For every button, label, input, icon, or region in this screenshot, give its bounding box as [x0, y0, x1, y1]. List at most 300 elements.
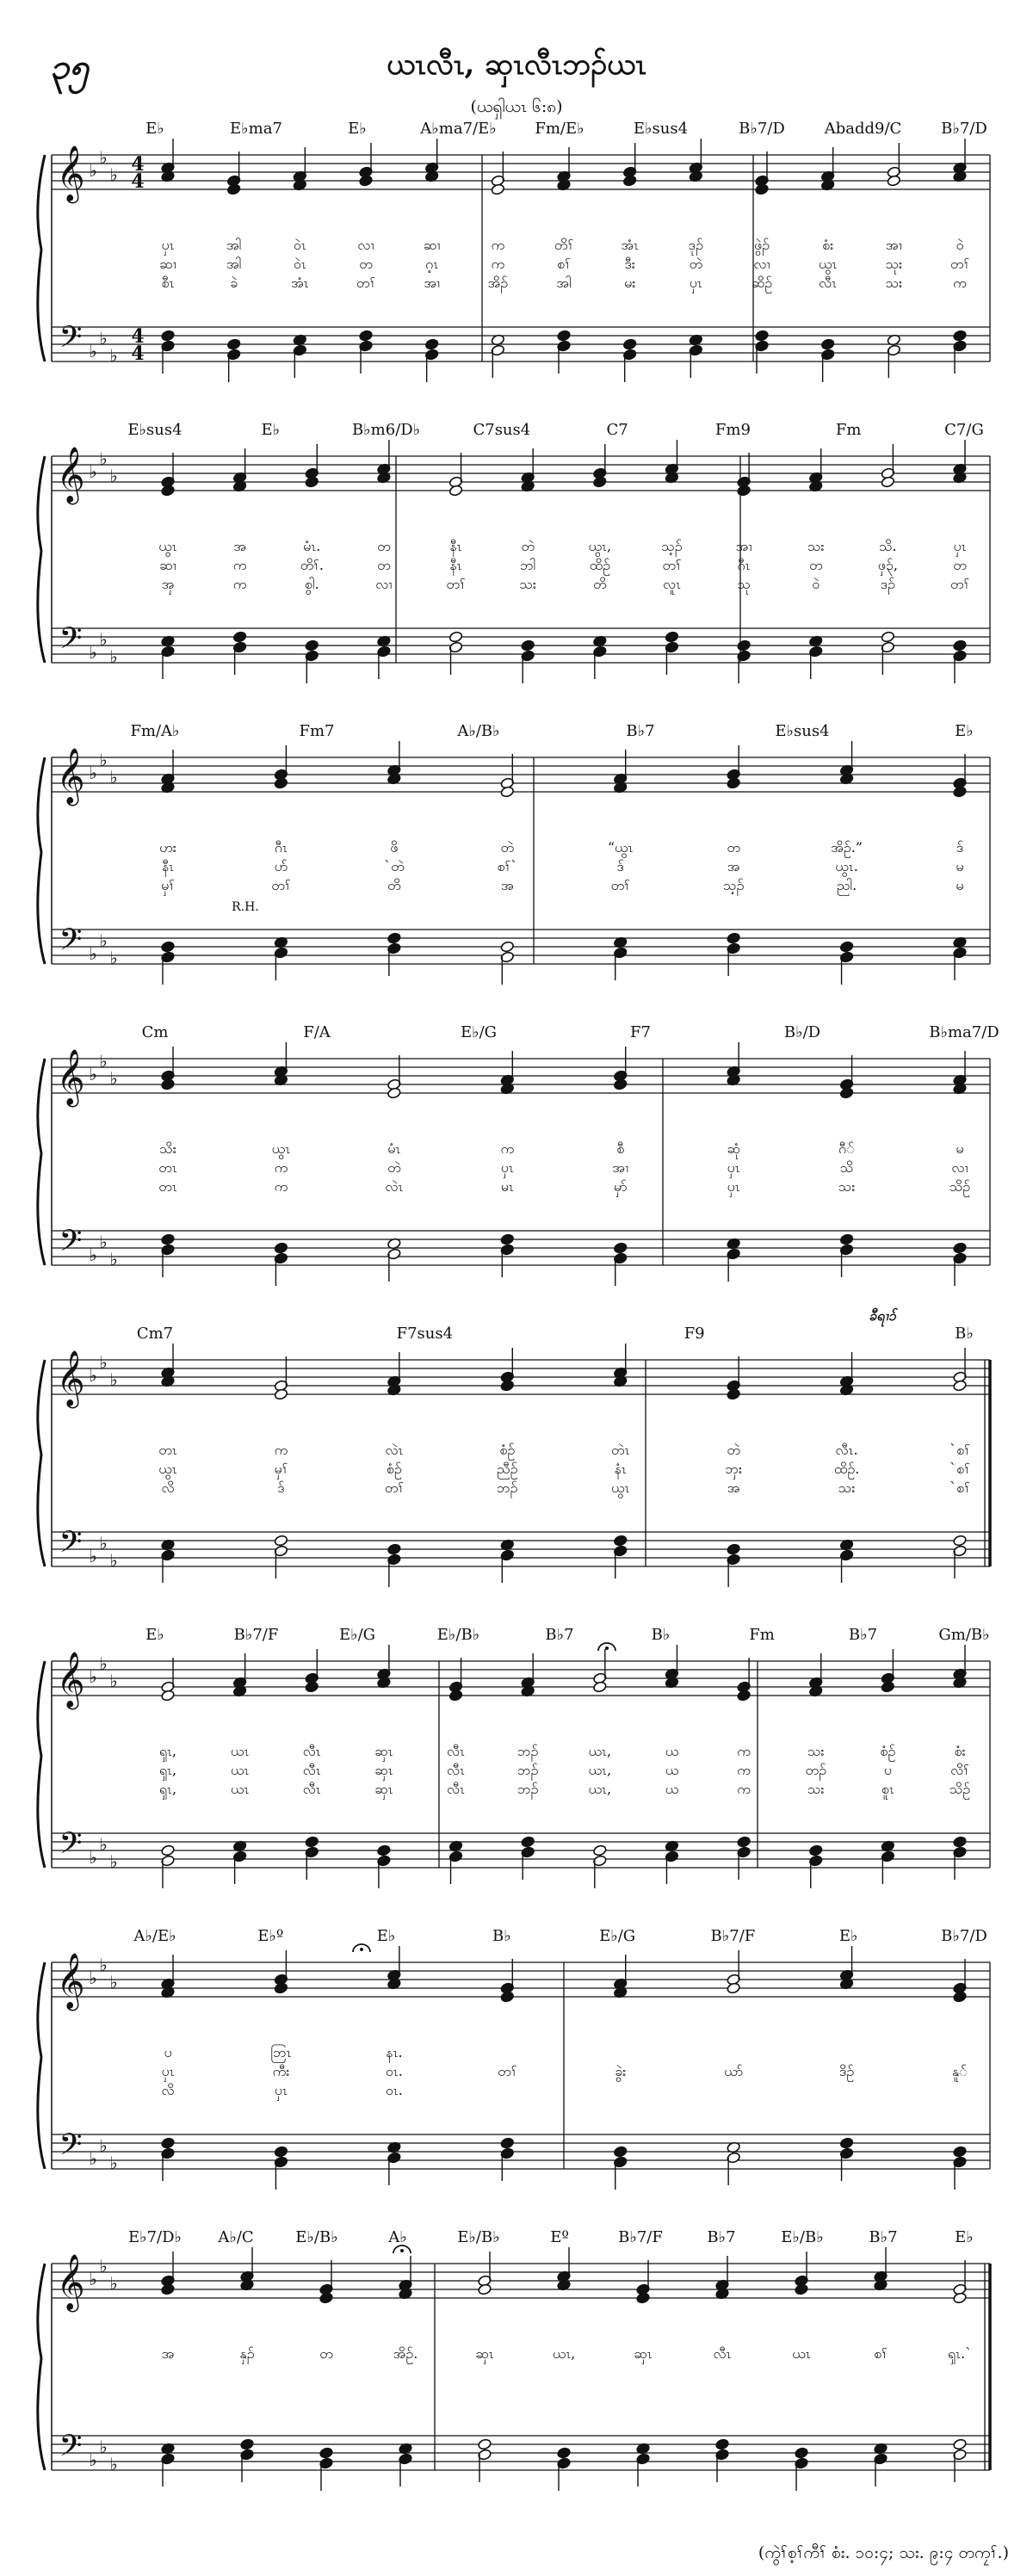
tenor-note	[521, 1836, 535, 1848]
hymn-title: ယၤလီၤ, ဆှၤလီၤဘၣ်ယၤ	[387, 47, 646, 82]
key-flat: ♭	[89, 1546, 97, 1566]
key-flat: ♭	[109, 1972, 118, 1992]
lyric-syllable: မ	[956, 858, 964, 874]
lyric-syllable: ယၤ	[230, 1743, 250, 1759]
lyric-syllable: စၢ်	[557, 256, 571, 272]
scripture-reference: (ယရှါယၤ ၆:၈)	[470, 97, 563, 116]
alto-note	[319, 2292, 334, 2304]
alto-note	[274, 1982, 288, 1994]
chord-symbol: E♭	[376, 1927, 396, 1945]
lyric-syllable: က	[274, 1442, 288, 1458]
alto-note	[274, 777, 288, 789]
lyric-syllable: တဲ	[387, 1159, 401, 1176]
lyric-syllable: အၢ	[424, 275, 441, 291]
tenor-note	[953, 2146, 968, 2158]
tenor-note	[839, 1233, 854, 1245]
lyric-syllable: ခွဲး	[615, 2063, 627, 2079]
lyric-syllable: တ	[377, 538, 391, 554]
key-flat: ♭	[109, 1671, 118, 1691]
lyric-syllable: နီၤ	[449, 557, 462, 573]
lyric-syllable: ယၤ	[792, 2345, 811, 2362]
key-flat: ♭	[109, 345, 118, 366]
lyric-syllable: ယာ်	[724, 2063, 744, 2079]
page-number: ၃၅	[50, 46, 89, 87]
lyric-syllable: တၢ်	[356, 275, 376, 291]
lyric-syllable: ဖိ	[390, 839, 399, 856]
tenor-note	[161, 2137, 176, 2149]
tenor-note	[161, 941, 176, 953]
lyric-syllable: စံး	[822, 237, 834, 253]
chord-symbol: E♭	[261, 421, 281, 439]
chord-symbol: B♭7/F	[233, 1626, 279, 1644]
chord-symbol: E♭7/D♭	[127, 2228, 182, 2246]
lyric-syllable: ဘြၤ	[270, 2044, 292, 2060]
lyric-syllable: လၢ	[951, 1159, 968, 1176]
alto-note	[161, 2283, 176, 2295]
lyric-syllable: စူၤ	[881, 1781, 894, 1797]
tenor-note	[665, 631, 679, 643]
lyric-syllable: ဘှး	[725, 1461, 742, 1477]
lyric-syllable: တ	[727, 839, 740, 856]
lyric-syllable: လၢ	[375, 576, 393, 592]
lyric-syllable: ပှၤ	[727, 1178, 740, 1195]
lyric-syllable: `စၢ်	[949, 1480, 970, 1496]
lyric-syllable: မး	[624, 275, 636, 291]
key-flat: ♭	[99, 1352, 108, 1373]
bass-clef: 𝄢	[59, 922, 83, 964]
grand-staff-brace	[38, 456, 45, 663]
lyric-syllable: လိ	[161, 2082, 175, 2098]
chord-symbol: E♭	[145, 1626, 164, 1644]
bass-clef: 𝄢	[59, 2428, 83, 2470]
lyric-syllable: နှၣ်	[239, 2345, 255, 2362]
lyric-syllable: ဝၤ.	[385, 2063, 403, 2079]
alto-note	[478, 2283, 492, 2295]
alto-note	[622, 175, 637, 187]
lyric-syllable: ယ	[665, 1762, 679, 1778]
tenor-note	[387, 932, 402, 944]
footer-note: (ကွဲၢ်စ့ၢ်ကီၢ် စံး. ၁၀:၄; သး. ၉:၄ တကၠၢ်.)	[758, 2543, 1009, 2562]
key-flat: ♭	[99, 750, 108, 770]
lyric-syllable: ယွၤ	[818, 256, 838, 272]
alto-note	[737, 485, 752, 497]
chord-symbol: B♭	[492, 1927, 511, 1945]
lyric-syllable: ဒီး	[624, 256, 635, 272]
grand-staff-brace	[38, 1661, 45, 1868]
lyric-syllable: တၤ	[158, 1159, 177, 1176]
lyric-syllable: မှာ်	[613, 1178, 628, 1195]
lyric-syllable: ဆှၤ	[374, 1762, 393, 1778]
lyric-syllable: တၣ်	[805, 1762, 826, 1778]
lyric-syllable: သး	[519, 576, 536, 592]
chord-symbol: E♭/B♭	[436, 1626, 480, 1644]
lyric-syllable: အံၤ	[290, 275, 309, 291]
chord-symbol: B♭7/F	[618, 2228, 663, 2246]
key-flat: ♭	[109, 1068, 118, 1089]
tenor-note	[613, 2146, 628, 2158]
chord-symbol: E♭sus4	[633, 120, 689, 138]
lyric-syllable: သိဉ်	[949, 1178, 971, 1195]
lyric-syllable: `စၢ်	[949, 1461, 970, 1477]
treble-clef: 𝄞	[56, 1049, 85, 1105]
treble-clef: 𝄞	[56, 2254, 85, 2310]
chord-symbol: C7/G	[944, 421, 984, 439]
lyric-syllable: ယ	[665, 1781, 679, 1797]
chord-symbol: E♭/G	[599, 1927, 636, 1945]
tenor-note	[953, 1836, 968, 1848]
lyric-syllable: ဘၣ်	[517, 1781, 539, 1797]
alto-note	[448, 1690, 463, 1702]
time-signature-top: 4	[131, 153, 145, 176]
chord-symbol: B♭7	[869, 2228, 898, 2246]
time-signature-bottom: 4	[131, 170, 145, 193]
chord-symbol: E♭	[348, 120, 367, 138]
chord-symbol: E♭sus4	[127, 421, 182, 439]
lyric-syllable: ယၤ	[230, 1781, 250, 1797]
grand-staff-brace	[38, 1360, 45, 1566]
lyric-syllable: သး	[807, 1743, 825, 1759]
lyric-syllable: လူၤ	[662, 576, 681, 592]
key-flat: ♭	[99, 2256, 108, 2276]
key-flat: ♭	[109, 164, 118, 185]
lyric-syllable: အ	[727, 858, 740, 874]
chord-symbol: B♭7	[545, 1626, 574, 1644]
bass-clef: 𝄢	[59, 621, 83, 663]
lyric-syllable: အ	[727, 1480, 740, 1496]
lyric-syllable: လီၤ	[447, 1781, 466, 1797]
lyric-syllable: ဆုံ	[727, 1140, 740, 1157]
treble-clef: 𝄞	[56, 748, 85, 804]
tenor-note	[953, 330, 968, 342]
lyric-syllable: က	[737, 1762, 751, 1778]
lyric-syllable: က	[500, 1140, 515, 1157]
lyric-syllable: ယွၤ.	[835, 858, 858, 874]
lyric-syllable: တဲ	[521, 538, 535, 554]
lyric-syllable: တၢ်	[384, 1480, 404, 1496]
key-flat: ♭	[89, 943, 97, 964]
key-flat: ♭	[99, 930, 108, 951]
key-flat: ♭	[109, 948, 118, 968]
chord-symbol: Fm	[835, 421, 862, 439]
lyric-syllable: တိ	[387, 877, 401, 893]
lyric-syllable: ဘၣ်	[517, 1762, 539, 1778]
lyric-syllable: လီၤ	[302, 1762, 321, 1778]
grand-staff-brace	[38, 1962, 45, 2169]
lyric-syllable: သး	[838, 1178, 856, 1195]
lyric-syllable: ဆှၤ	[634, 2345, 653, 2362]
lyric-syllable: အ	[161, 2345, 175, 2362]
alto-note	[500, 1380, 515, 1392]
chord-symbol: E♭	[955, 722, 974, 740]
lyric-syllable: ခဲ	[230, 275, 238, 291]
lyric-syllable: ဟး	[159, 839, 176, 856]
lyric-syllable: ပှၤ	[727, 1159, 740, 1176]
lyric-syllable: တဲ	[500, 839, 515, 856]
key-flat: ♭	[99, 448, 108, 469]
lyric-syllable: ဒ်	[616, 858, 624, 874]
chord-symbol: F7sus4	[396, 1325, 454, 1343]
tenor-note	[622, 338, 637, 350]
lyric-syllable: တ	[377, 557, 391, 573]
lyric-syllable: မံၤ	[387, 1140, 401, 1157]
alto-note	[448, 485, 463, 497]
lyric-syllable: တိၢ်	[554, 237, 574, 253]
lyric-syllable: သး	[807, 538, 825, 554]
lyric-syllable: ၡၤ.`	[947, 2345, 973, 2362]
lyric-syllable: အ	[233, 538, 246, 554]
tenor-note	[161, 330, 176, 342]
lyric-syllable: ၡၤ,	[158, 1781, 177, 1797]
lyric-syllable: လီၤ	[447, 1762, 466, 1778]
tenor-note	[613, 1535, 628, 1547]
key-flat: ♭	[89, 1968, 97, 1988]
lyric-syllable: ဒၣ်	[880, 576, 895, 592]
lyric-syllable: စၢ်	[874, 2345, 888, 2362]
tenor-note	[839, 2137, 854, 2149]
key-flat: ♭	[99, 1533, 108, 1554]
lyric-syllable: လီၤ	[302, 1743, 321, 1759]
lyric-syllable: ၡၤ,	[158, 1743, 177, 1759]
chord-symbol: B♭	[651, 1626, 671, 1644]
tenor-note	[161, 1844, 176, 1856]
chord-symbol: Fm7	[299, 722, 335, 740]
chord-symbol: E♭/G	[460, 1023, 498, 1041]
lyric-syllable: စံဉ်	[386, 1461, 402, 1477]
chord-symbol: B♭m6/D♭	[351, 421, 421, 439]
chord-symbol: B♭7/D	[941, 120, 987, 138]
tenor-note	[820, 338, 835, 350]
key-flat: ♭	[89, 461, 97, 482]
bass-clef: 𝄢	[59, 1223, 83, 1265]
lyric-syllable: လဲၤ	[385, 1178, 404, 1195]
lyric-syllable: တဲ	[727, 1442, 740, 1458]
alto-note	[305, 1681, 319, 1693]
alto-note	[727, 777, 741, 789]
lyric-syllable: နူ်	[951, 2063, 968, 2079]
lyric-syllable: လိၢ်	[950, 1762, 969, 1778]
key-flat: ♭	[99, 1834, 108, 1855]
key-flat: ♭	[99, 629, 108, 650]
lyric-syllable: တၢ်	[662, 557, 682, 573]
lyric-syllable: သး	[838, 1480, 856, 1496]
lyric-syllable: တၢ်	[949, 256, 970, 272]
alto-note	[755, 183, 770, 195]
alto-note	[839, 1087, 854, 1099]
lyric-syllable: အါ	[226, 256, 242, 272]
key-flat: ♭	[109, 767, 118, 788]
tenor-note	[500, 941, 515, 953]
lyric-syllable: လဲၤ	[385, 1442, 404, 1458]
lyric-syllable: ဝၤ.	[385, 2082, 403, 2098]
lyric-syllable: တၤ	[158, 1442, 177, 1458]
lyric-syllable: တ	[359, 256, 373, 272]
key-flat: ♭	[109, 1369, 118, 1390]
tenor-note	[727, 932, 741, 944]
lyric-syllable: ယၤ,	[588, 1781, 612, 1797]
lyric-syllable: အၢ	[885, 237, 902, 253]
lyric-syllable: က	[274, 1159, 288, 1176]
lyric-syllable: အါ	[556, 275, 572, 291]
chord-symbol: B♭/D	[783, 1023, 821, 1041]
chord-symbol: F7	[630, 1023, 651, 1041]
key-flat: ♭	[109, 2273, 118, 2294]
tenor-note	[808, 1844, 823, 1856]
key-flat: ♭	[109, 2454, 118, 2474]
lyric-syllable: စံဉ်	[499, 1442, 516, 1458]
lyric-syllable: လီၤ	[447, 1743, 466, 1759]
time-signature-top: 4	[131, 325, 145, 348]
lyric-syllable: အံၤ	[621, 237, 640, 253]
fermata-dot	[400, 2249, 404, 2252]
lyric-syllable: ယ	[665, 1743, 679, 1759]
lyric-syllable: တၢ်	[446, 576, 466, 592]
lyric-syllable: ယွၤ	[158, 1461, 177, 1477]
key-flat: ♭	[89, 2148, 97, 2169]
key-flat: ♭	[89, 1365, 97, 1386]
treble-clef: 𝄞	[56, 1652, 85, 1708]
lyric-syllable: တိ	[593, 576, 607, 592]
lyric-syllable: `တဲ	[384, 858, 405, 874]
key-flat: ♭	[109, 1851, 118, 1872]
lyric-syllable: တၢ်	[271, 877, 291, 893]
lyric-syllable: က	[491, 237, 505, 253]
lyric-syllable: ပ	[164, 2044, 172, 2060]
lyric-syllable: ဖှ၃်,	[877, 557, 898, 573]
time-signature-bottom: 4	[131, 343, 145, 365]
lyric-syllable: ယွၤ	[271, 1140, 291, 1157]
lyric-syllable: သိဉ်	[949, 1781, 971, 1797]
tenor-note	[226, 338, 241, 350]
lyric-syllable: ညါ.	[836, 877, 857, 893]
treble-clef: 𝄞	[56, 145, 85, 201]
tenor-note	[521, 639, 535, 652]
lyric-syllable: တဲ	[689, 256, 703, 272]
lyric-syllable: လိ	[161, 1480, 175, 1496]
alto-note	[500, 786, 515, 798]
lyric-syllable: ယွၤ	[610, 1480, 630, 1496]
lyric-syllable: အၢ	[612, 1159, 629, 1176]
key-flat: ♭	[99, 1955, 108, 1975]
lyric-syllable: ဝဲ	[956, 237, 964, 253]
lyric-syllable: “ယွၤ	[607, 839, 634, 856]
key-flat: ♭	[99, 2135, 108, 2156]
chord-symbol: F9	[684, 1325, 705, 1343]
lyric-syllable: စၢ်`	[497, 858, 518, 874]
chord-symbol: B♭7	[707, 2228, 736, 2246]
tenor-note	[319, 2447, 334, 2459]
lyric-syllable: အိဉ်.	[393, 2345, 418, 2362]
chord-symbol: A♭/B♭	[457, 722, 500, 740]
chord-symbol: Eº	[550, 2228, 569, 2246]
chord-symbol: Fm	[749, 1626, 775, 1644]
alto-note	[387, 1087, 402, 1099]
grand-staff-brace	[38, 2264, 45, 2470]
chord-symbol: B♭7/F	[710, 1927, 756, 1945]
chord-symbol: Cm7	[136, 1325, 174, 1343]
key-flat: ♭	[109, 1249, 118, 1269]
treble-clef: 𝄞	[56, 447, 85, 503]
lyric-syllable: တ	[808, 557, 823, 573]
lyric-syllable: အိၣ်	[487, 275, 509, 291]
bass-clef: 𝄢	[59, 2127, 83, 2169]
key-flat: ♭	[99, 1232, 108, 1252]
lyric-syllable: အါ	[226, 237, 242, 253]
alto-note	[593, 476, 608, 488]
lyric-syllable: ဆၢ	[159, 256, 176, 272]
lyric-syllable: ထိဉ်	[589, 557, 610, 573]
key-flat: ♭	[109, 2153, 118, 2173]
lyric-syllable: က	[232, 576, 247, 592]
key-flat: ♭	[99, 1051, 108, 1072]
lyric-syllable: သ့ၣ်	[722, 877, 745, 893]
lyric-syllable: မှၢ်	[274, 1461, 288, 1477]
alto-note	[613, 1078, 628, 1090]
grand-staff-brace	[38, 1059, 45, 1265]
tenor-note	[737, 1836, 752, 1848]
chord-symbol: B♭7	[626, 722, 655, 740]
lyric-syllable: တဲၤ	[610, 1442, 630, 1458]
lyric-syllable: လီၤ	[713, 2345, 732, 2362]
lyric-syllable: ဂီၤ	[274, 839, 288, 856]
lyric-syllable: ဂီ်	[838, 1140, 856, 1157]
lyric-syllable: လၢ	[753, 256, 770, 272]
chord-symbol: A♭	[388, 2228, 407, 2246]
alto-note	[953, 1991, 968, 2003]
key-flat: ♭	[89, 341, 97, 361]
key-flat: ♭	[99, 328, 108, 349]
key-flat: ♭	[89, 763, 97, 783]
key-flat: ♭	[89, 160, 97, 181]
tenor-note	[953, 639, 968, 652]
lyric-syllable: က	[491, 256, 505, 272]
fermata-dot	[360, 1948, 363, 1951]
alto-note	[161, 1078, 176, 1090]
tenor-note	[953, 2438, 968, 2450]
lyric-syllable: ပှၤ	[500, 1159, 514, 1176]
chord-symbol: E♭	[955, 2228, 974, 2246]
lyric-syllable: မံၤ.	[303, 538, 321, 554]
chord-symbol: A♭ma7/E♭	[420, 120, 497, 138]
lyric-syllable: ဂ့ၤ	[425, 256, 439, 272]
lyric-syllable: လီၤ	[819, 275, 838, 291]
lyric-syllable: သိ.	[879, 538, 897, 554]
tenor-note	[593, 1844, 608, 1856]
alto-note	[727, 1982, 741, 1994]
alto-note	[953, 2292, 968, 2304]
chord-symbol: Cm	[141, 1023, 169, 1041]
chord-symbol: E♭	[838, 1927, 858, 1945]
chord-symbol: E♭/G	[338, 1626, 376, 1644]
grand-staff-brace	[38, 155, 45, 361]
tenor-note	[359, 330, 374, 342]
lyric-syllable: ယၤ,	[588, 1743, 612, 1759]
tenor-note	[274, 1535, 288, 1547]
chord-symbol: A♭/C	[218, 2228, 254, 2246]
alto-note	[161, 485, 176, 497]
chord-symbol: C7sus4	[473, 421, 531, 439]
alto-note	[881, 1681, 895, 1693]
chord-symbol: B♭	[955, 1325, 974, 1343]
lyric-syllable: ပာ်	[274, 858, 288, 874]
lyric-syllable: နီၤ	[161, 858, 175, 874]
tenor-note	[881, 631, 895, 643]
tenor-note	[737, 639, 752, 652]
tenor-note	[715, 2438, 730, 2450]
chord-symbol: E♭sus4	[775, 722, 830, 740]
lyric-syllable: အိဉ်.”	[831, 839, 863, 856]
lyric-syllable: တ	[953, 557, 967, 573]
lyric-syllable: ဘါ	[520, 557, 536, 573]
